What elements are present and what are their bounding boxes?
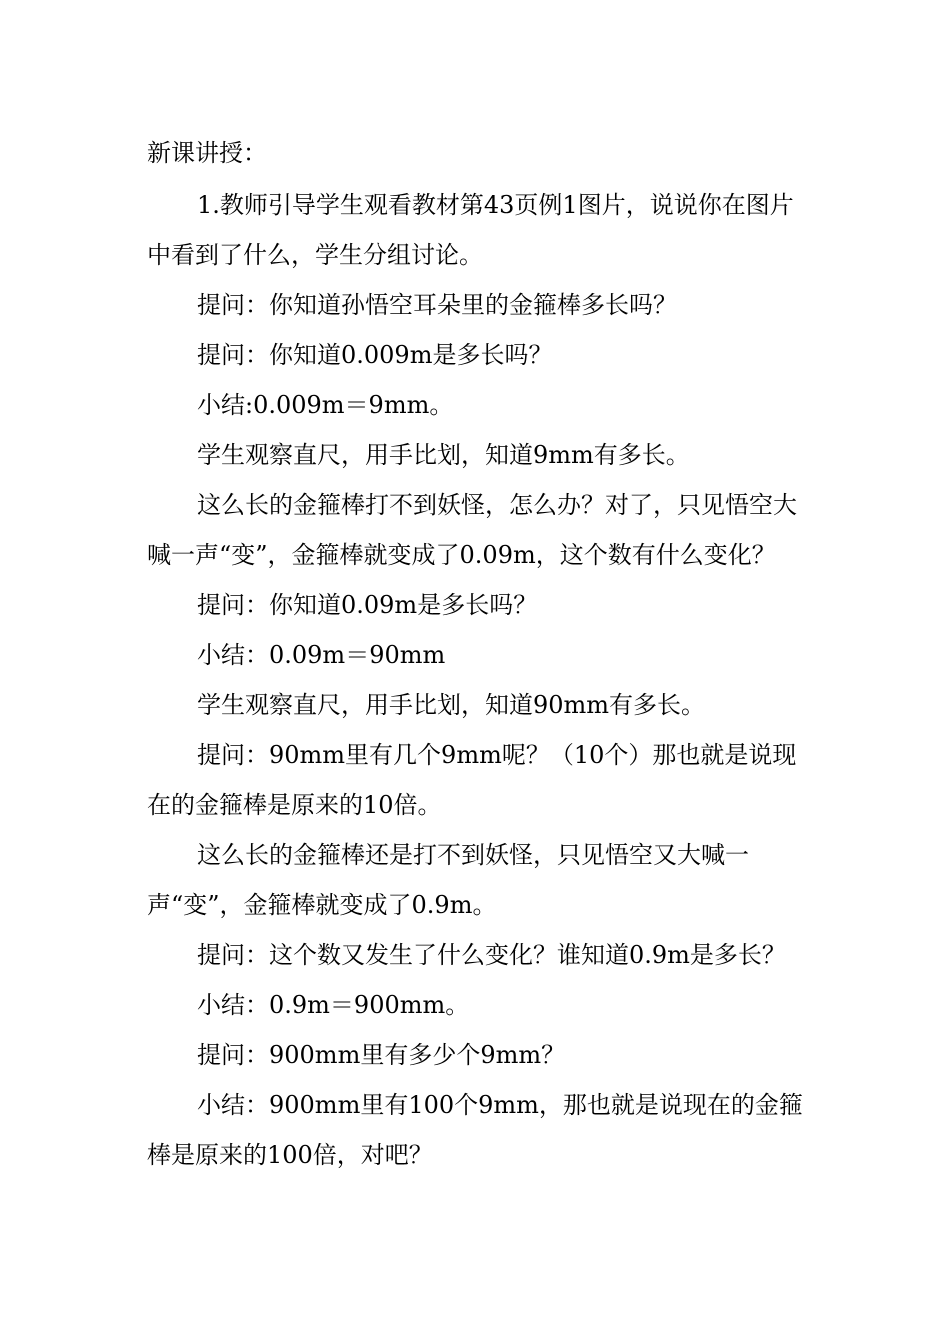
- paragraph-1: 1.教师引导学生观看教材第43页例1图片，说说你在图片中看到了什么，学生分组讨论。: [147, 191, 794, 269]
- section-heading: 新课讲授：: [147, 139, 267, 167]
- paragraph-2: 提问：你知道孙悟空耳朵里的金箍棒多长吗？: [197, 291, 677, 319]
- paragraph-14: 提问：900mm里有多少个9mm？: [197, 1041, 566, 1069]
- paragraph-6: 这么长的金箍棒打不到妖怪，怎么办？对了，只见悟空大喊一声“变”，金箍棒就变成了0.09m，这个数有什么变化？: [147, 491, 797, 569]
- paragraph-13: 小结：0.9m＝900mm。: [197, 991, 470, 1019]
- paragraph-11: 这么长的金箍棒还是打不到妖怪，只见悟空又大喊一声“变”，金箍棒就变成了0.9m。: [147, 841, 749, 919]
- paragraph-7: 提问：你知道0.09m是多长吗？: [197, 591, 538, 619]
- paragraph-5: 学生观察直尺，用手比划，知道9mm有多长。: [197, 441, 690, 469]
- paragraph-10: 提问：90mm里有几个9mm呢？（10个）那也就是说现在的金箍棒是原来的10倍。: [147, 741, 797, 819]
- paragraph-15: 小结：900mm里有100个9mm，那也就是说现在的金箍棒是原来的100倍，对吧？: [147, 1091, 803, 1169]
- paragraph-9: 学生观察直尺，用手比划，知道90mm有多长。: [197, 691, 706, 719]
- paragraph-8: 小结：0.09m＝90mm: [197, 641, 446, 669]
- paragraph-4: 小结:0.009m＝9mm。: [197, 391, 454, 419]
- paragraph-12: 提问：这个数又发生了什么变化？谁知道0.9m是多长？: [197, 941, 786, 969]
- paragraph-3: 提问：你知道0.009m是多长吗？: [197, 341, 553, 369]
- document-page: [147, 128, 807, 1180]
